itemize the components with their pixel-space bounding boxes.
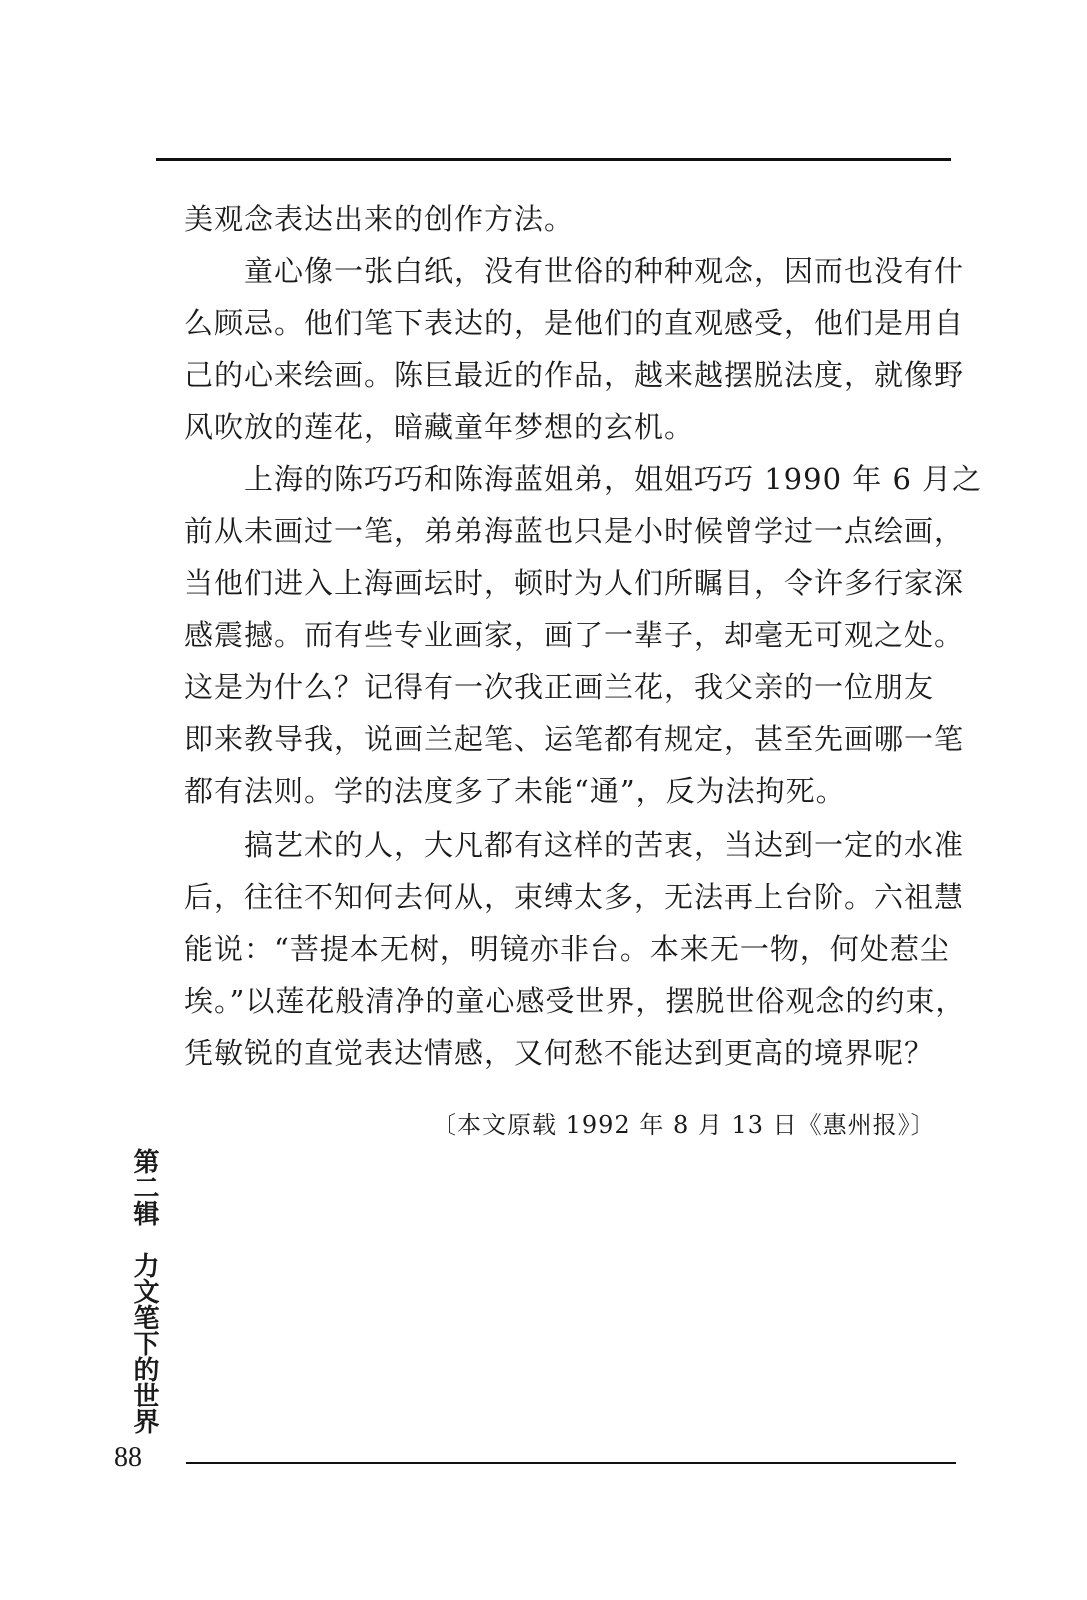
source-citation: 〔本文原载 1992 年 8 月 13 日《惠州报》〕 bbox=[432, 1111, 936, 1139]
text-line: 感震撼。而有些专业画家，画了一辈子，却毫无可观之处。 bbox=[184, 618, 965, 652]
text-line: 即来教导我，说画兰起笔、运笔都有规定，甚至先画哪一笔 bbox=[184, 722, 965, 756]
text-line: 埃。”以莲花般清净的童心感受世界，摆脱世俗观念的约束， bbox=[184, 984, 966, 1018]
page-number: 88 bbox=[114, 1442, 142, 1473]
text-line: 后，往往不知何去何从，束缚太多，无法再上台阶。六祖慧 bbox=[184, 880, 965, 914]
text-line: 上海的陈巧巧和陈海蓝姐弟，姐姐巧巧 1990 年 6 月之 bbox=[184, 462, 983, 496]
text-line: 这是为什么？记得有一次我正画兰花，我父亲的一位朋友 bbox=[184, 670, 935, 704]
text-line: 美观念表达出来的创作方法。 bbox=[184, 202, 575, 236]
text-line: 当他们进入上海画坛时，顿时为人们所瞩目，令许多行家深 bbox=[184, 566, 965, 600]
text-line: 风吹放的莲花，暗藏童年梦想的玄机。 bbox=[184, 410, 695, 444]
text-line: 能说：“菩提本无树，明镜亦非台。本来无一物，何处惹尘 bbox=[184, 932, 950, 966]
text-line: 都有法则。学的法度多了未能“通”，反为法拘死。 bbox=[184, 774, 846, 808]
header-rule bbox=[156, 158, 951, 161]
text-line: 凭敏锐的直觉表达情感，又何愁不能达到更高的境界呢？ bbox=[184, 1036, 935, 1070]
footer-rule bbox=[186, 1462, 956, 1464]
text-line: 么顾忌。他们笔下表达的，是他们的直观感受，他们是用自 bbox=[184, 306, 965, 340]
text-line: 童心像一张白纸，没有世俗的种种观念，因而也没有什 bbox=[184, 254, 965, 288]
text-line: 己的心来绘画。陈巨最近的作品，越来越摆脱法度，就像野 bbox=[184, 358, 965, 392]
section-title: 第二辑 力文笔下的世界 bbox=[129, 1148, 159, 1434]
text-line: 搞艺术的人，大凡都有这样的苦衷，当达到一定的水准 bbox=[184, 828, 965, 862]
text-line: 前从未画过一笔，弟弟海蓝也只是小时候曾学过一点绘画， bbox=[184, 514, 965, 548]
